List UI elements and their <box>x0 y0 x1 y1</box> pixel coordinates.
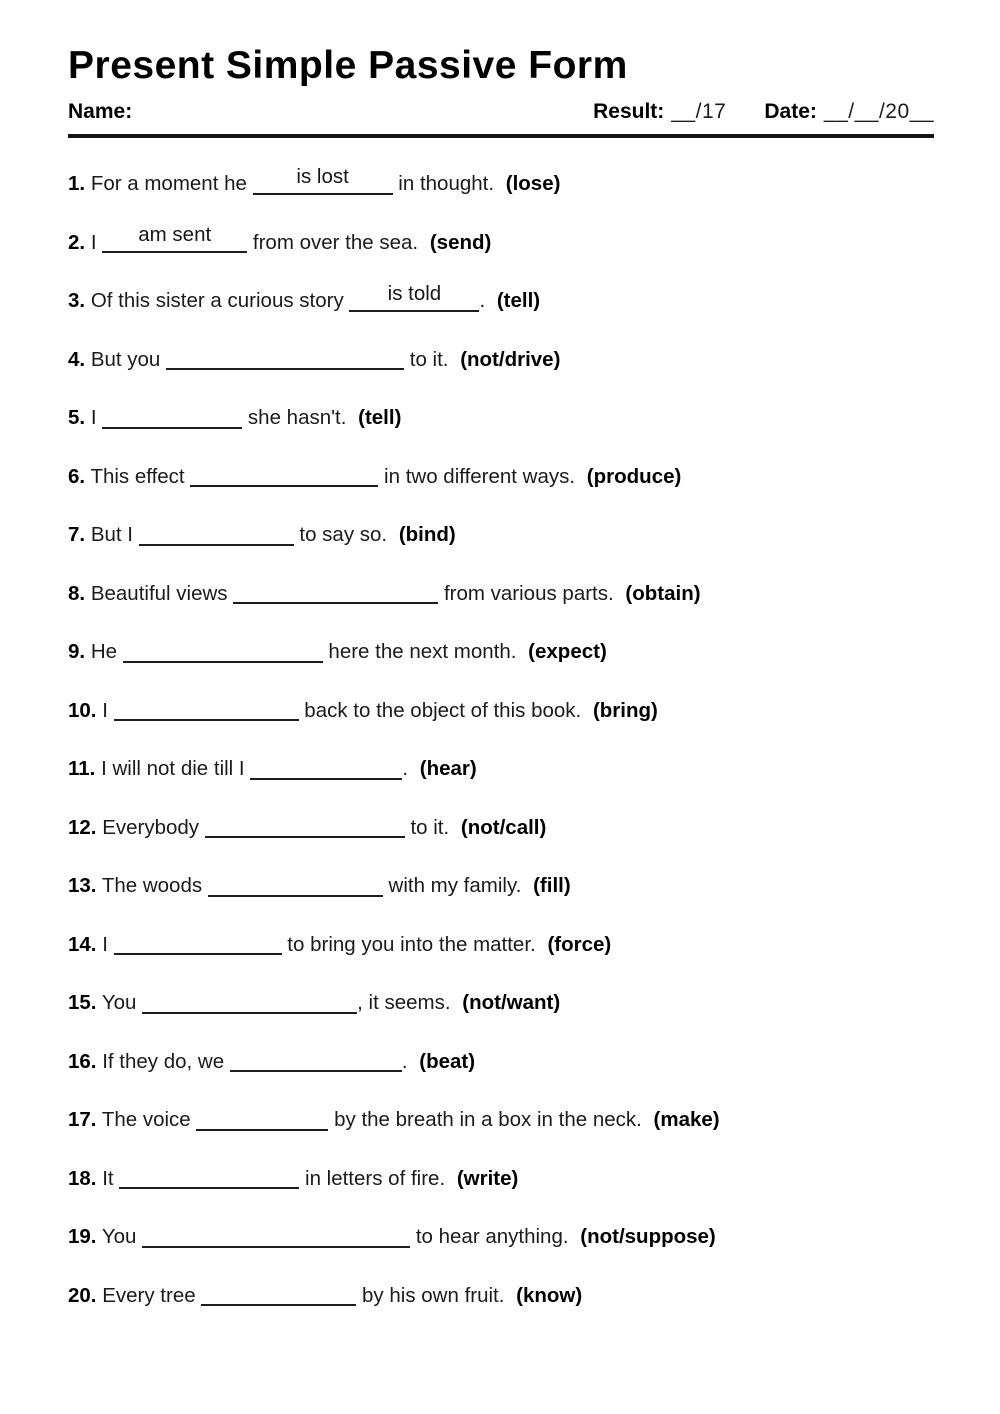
item-number: 7. <box>68 523 86 546</box>
item-verb-hint: (force) <box>547 932 612 956</box>
item-post-text: to it. <box>404 815 450 839</box>
exercise-item <box>68 1165 934 1193</box>
exercise-item <box>68 521 934 549</box>
item-pre-text: Of this sister a curious story <box>90 289 344 312</box>
item-pre-text: If they do, we <box>102 1049 225 1073</box>
item-blank-line <box>114 933 282 956</box>
item-post-text: from various parts. <box>438 581 614 605</box>
item-number: 17. <box>68 1108 97 1131</box>
exercise-item <box>68 755 934 783</box>
item-blank-line <box>102 223 247 254</box>
item-number: 9. <box>68 640 86 663</box>
item-number: 13. <box>68 874 97 897</box>
item-verb-hint: (not/drive) <box>460 347 561 371</box>
item-blank-line <box>142 991 357 1014</box>
item-post-text: , it seems. <box>357 991 451 1014</box>
exercise-item <box>68 346 934 374</box>
item-pre-text: The voice <box>101 1108 191 1131</box>
item-post-text: here the next month. <box>322 640 517 663</box>
item-pre-text: The woods <box>101 874 203 897</box>
item-number: 1. <box>68 172 86 195</box>
item-post-text: from over the sea. <box>247 230 419 254</box>
item-verb-hint: (lose) <box>505 172 561 195</box>
item-post-text: with my family. <box>382 874 522 897</box>
item-number: 19. <box>68 1225 97 1248</box>
item-post-text: . <box>401 1049 408 1073</box>
item-pre-text: You <box>101 1225 137 1248</box>
item-verb-hint: (tell) <box>496 289 541 312</box>
result-field <box>593 100 726 124</box>
item-post-text: back to the object of this book. <box>298 698 582 722</box>
worksheet-meta-row <box>68 100 934 124</box>
name-label: Name: <box>68 100 133 123</box>
item-pre-text: He <box>90 640 118 663</box>
date-label: Date: <box>764 100 817 123</box>
item-post-text: in thought. <box>392 172 495 195</box>
item-blank-line <box>233 582 438 605</box>
item-post-text: by the breath in a box in the neck. <box>328 1108 642 1131</box>
item-blank-line <box>253 164 393 195</box>
item-blank-line <box>196 1108 328 1131</box>
page-title: Present Simple Passive Form <box>68 44 628 87</box>
item-blank-line <box>166 348 404 371</box>
item-pre-text: For a moment he <box>90 172 247 195</box>
item-number: 18. <box>68 1166 97 1190</box>
item-verb-hint: (expect) <box>528 640 607 663</box>
item-answer-text: is told <box>387 281 442 305</box>
item-verb-hint: (not/want) <box>462 991 561 1014</box>
item-number: 4. <box>68 347 86 371</box>
result-label: Result: <box>593 100 665 123</box>
item-number: 11. <box>68 757 96 780</box>
item-pre-text: But I <box>90 523 133 546</box>
item-pre-text: I <box>90 406 97 429</box>
item-blank-line <box>114 699 299 722</box>
item-blank-line <box>102 406 242 429</box>
exercise-item <box>68 989 934 1017</box>
item-blank-line <box>250 757 402 780</box>
item-blank-line <box>139 523 294 546</box>
item-number: 14. <box>68 932 97 956</box>
exercise-item <box>68 281 934 315</box>
item-post-text: in letters of fire. <box>299 1166 446 1190</box>
item-number: 2. <box>68 230 86 254</box>
item-verb-hint: (tell) <box>358 406 402 429</box>
exercise-item <box>68 404 934 432</box>
item-number: 8. <box>68 581 86 605</box>
exercise-item <box>68 1106 934 1134</box>
item-verb-hint: (not/suppose) <box>580 1225 716 1248</box>
item-blank-line <box>205 816 405 839</box>
item-pre-text: Every tree <box>102 1283 196 1307</box>
item-post-text: to bring you into the matter. <box>281 932 536 956</box>
item-blank-line <box>230 1050 402 1073</box>
item-blank-line <box>142 1225 410 1248</box>
item-post-text: . <box>402 757 409 780</box>
meta-right-group <box>593 100 934 124</box>
exercise-item <box>68 580 934 608</box>
item-verb-hint: (send) <box>429 230 492 254</box>
item-verb-hint: (hear) <box>419 757 477 780</box>
item-number: 16. <box>68 1049 97 1073</box>
item-pre-text: I <box>102 932 108 956</box>
item-pre-text: I <box>90 230 97 254</box>
item-blank-line <box>190 465 378 488</box>
item-verb-hint: (bind) <box>398 523 456 546</box>
item-number: 15. <box>68 991 97 1014</box>
exercise-item <box>68 1282 934 1310</box>
item-post-text: to say so. <box>293 523 388 546</box>
item-answer-text: is lost <box>296 164 349 188</box>
exercise-item <box>68 1048 934 1076</box>
exercise-item <box>68 814 934 842</box>
exercise-item <box>68 223 934 257</box>
item-verb-hint: (fill) <box>533 874 571 897</box>
date-value: __/__/20__ <box>823 100 934 123</box>
item-post-text: in two different ways. <box>378 464 576 488</box>
item-verb-hint: (produce) <box>586 464 682 488</box>
item-blank-line <box>349 281 479 312</box>
item-pre-text: Beautiful views <box>90 581 228 605</box>
item-post-text: to hear anything. <box>410 1225 569 1248</box>
item-verb-hint: (make) <box>653 1108 720 1131</box>
item-verb-hint: (beat) <box>419 1049 476 1073</box>
exercise-item <box>68 931 934 959</box>
item-blank-line <box>119 1167 299 1190</box>
item-pre-text: But you <box>90 347 161 371</box>
exercise-item <box>68 697 934 725</box>
item-blank-line <box>208 874 383 897</box>
item-answer-text: am sent <box>138 223 212 246</box>
item-number: 20. <box>68 1283 97 1307</box>
item-post-text: to it. <box>404 347 449 371</box>
exercise-item <box>68 872 934 900</box>
item-pre-text: I will not die till I <box>101 757 245 780</box>
item-verb-hint: (obtain) <box>625 581 701 605</box>
item-post-text: she hasn't. <box>242 406 347 429</box>
item-verb-hint: (not/call) <box>460 815 547 839</box>
exercise-item <box>68 463 934 491</box>
result-value: __/17 <box>671 100 727 123</box>
item-pre-text: You <box>101 991 137 1014</box>
item-pre-text: This effect <box>90 464 185 488</box>
exercise-item <box>68 164 934 198</box>
item-blank-line <box>201 1284 356 1307</box>
item-post-text: . <box>479 289 486 312</box>
item-number: 5. <box>68 406 86 429</box>
exercise-list <box>68 164 934 1310</box>
item-verb-hint: (write) <box>456 1166 519 1190</box>
date-field <box>764 100 934 124</box>
exercise-item <box>68 638 934 666</box>
item-pre-text: It <box>102 1166 114 1190</box>
item-verb-hint: (bring) <box>592 698 658 722</box>
header-divider-rule <box>68 134 934 138</box>
item-verb-hint: (know) <box>516 1283 583 1307</box>
item-blank-line <box>123 640 323 663</box>
item-number: 3. <box>68 289 86 312</box>
item-number: 6. <box>68 464 86 488</box>
item-post-text: by his own fruit. <box>356 1283 505 1307</box>
item-pre-text: I <box>102 698 108 722</box>
item-number: 12. <box>68 815 97 839</box>
item-pre-text: Everybody <box>102 815 200 839</box>
item-number: 10. <box>68 698 97 722</box>
exercise-item <box>68 1223 934 1251</box>
